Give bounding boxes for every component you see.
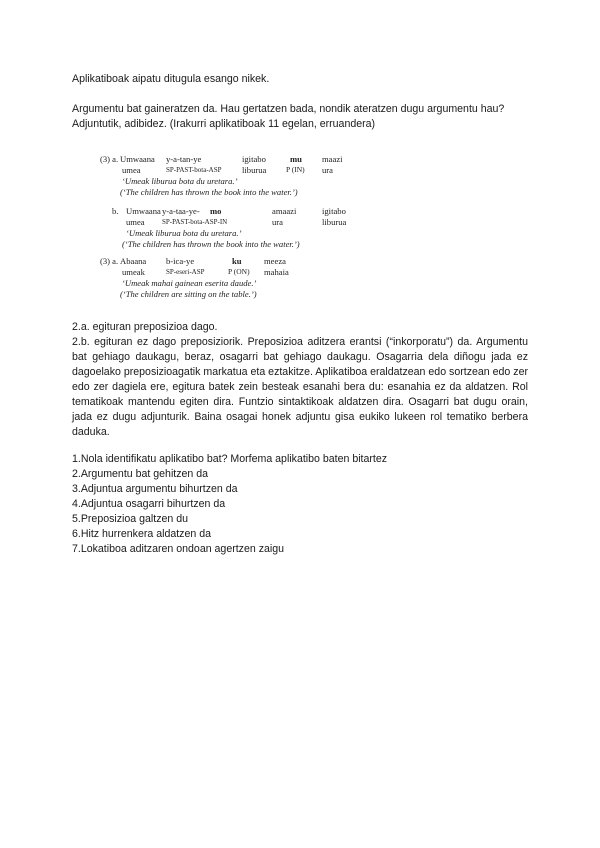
example-word: meeza — [264, 256, 286, 266]
example-gloss: SP-eseri-ASP — [166, 268, 205, 276]
list-item: 2.Argumentu bat gehitzen da — [72, 468, 209, 480]
example-translation-en: (‘The children has thrown the book into the water.’) — [120, 187, 298, 197]
example-gloss: SP-PAST-bota-ASP-IN — [162, 218, 228, 226]
numbered-list — [72, 452, 528, 557]
example-gloss: umea — [126, 217, 145, 227]
example-3a — [100, 154, 400, 199]
example-word-bold: ku — [232, 256, 242, 266]
list-item: 4.Adjuntua osagarri bihurtzen da — [72, 498, 226, 510]
example-3c — [100, 256, 400, 301]
list-item: 7.Lokatiboa aditzaren ondoan agertzen zaigu — [72, 543, 285, 555]
list-item: 3.Adjuntua argumentu bihurtzen da — [72, 483, 238, 495]
example-label: (3) a. — [100, 256, 119, 266]
example-word: y-a-tan-ye — [166, 154, 202, 164]
example-gloss: umeak — [122, 267, 145, 277]
example-word: Umwaana — [126, 206, 161, 216]
example-word: y-a-taa-ye- — [162, 206, 200, 216]
example-word: maazi — [322, 154, 343, 164]
example-gloss: P (ON) — [228, 267, 250, 276]
example-translation-eu: ‘Umeak liburua bota du uretara.’ — [122, 176, 238, 186]
example-gloss: mahaia — [264, 267, 289, 277]
example-gloss: ura — [272, 217, 283, 227]
example-translation-eu: ‘Umeak liburua bota du uretara.’ — [126, 228, 242, 238]
list-item: 1.Nola identifikatu aplikatibo bat? Morfema aplikatibo baten bitartez — [72, 453, 388, 465]
intro-text: Aplikatiboak aipatu ditugula esango nikek. — [72, 73, 270, 85]
example-gloss: SP-PAST-bota-ASP — [166, 166, 222, 174]
example-label: b. — [112, 206, 119, 216]
example-word-bold: mu — [290, 154, 302, 164]
list-item: 5.Preposizioa galtzen du — [72, 513, 189, 525]
example-gloss: P (IN) — [286, 165, 305, 174]
example-gloss: liburua — [322, 217, 347, 227]
example-word: amaazi — [272, 206, 297, 216]
example-gloss: ura — [322, 165, 333, 175]
example-word: Abaana — [120, 256, 147, 266]
example-word: Umwaana — [120, 154, 155, 164]
example-word: b-ica-ye — [166, 256, 195, 266]
example-gloss: liburua — [242, 165, 267, 175]
question-line-1: Argumentu bat gaineratzen da. Hau gertatzen bada, nondik ateratzen dugu argumentu hau? — [72, 103, 505, 115]
example-word: igitabo — [322, 206, 346, 216]
paragraph-2a: 2.a. egituran preposizioa dago. — [72, 321, 218, 333]
example-translation-en: (‘The children has thrown the book into the water.’) — [122, 239, 300, 249]
list-item: 6.Hitz hurrenkera aldatzen da — [72, 528, 211, 540]
example-translation-eu: ‘Umeak mahai gainean eserita daude.’ — [122, 278, 257, 288]
example-word: igitabo — [242, 154, 266, 164]
example-word-bold: mo — [210, 206, 222, 216]
example-translation-en: (‘The children are sitting on the table.’) — [120, 289, 257, 299]
paragraph-2b: 2.b. egituran ez dago preposiziorik. Preposizioa aditzera erantsi (“inkorporatu”) da. Argumentu bat gehiago daukagu, beraz, osagarri bat gehiago daukagu. Osagarria dela diñogu jada ez dagoelako preposizioagatik markatua eta eztakitze. Aplikatiboa eraldatzean edo sortzean edo zer edo zer dagiela ere, egitura batek zein besteak esanahi bera du: esanahia ez da aldatzen. Rol tematikoak mantendu egiten dira. Funtzio sintaktikoak aldatzen dira. Osagarri bat dugu orain, jada ez dugu adjunturik. Baina osagai honek adjuntu gisa eukiko lukeen rol tematiko berbera daduka. — [72, 336, 528, 438]
example-gloss: umea — [122, 165, 141, 175]
example-label: (3) a. — [100, 154, 119, 164]
question-line-2: Adjuntutik, adibidez. (Irakurri aplikatiboak 11 egelan, erruandera) — [72, 118, 376, 130]
example-3b — [100, 206, 400, 251]
